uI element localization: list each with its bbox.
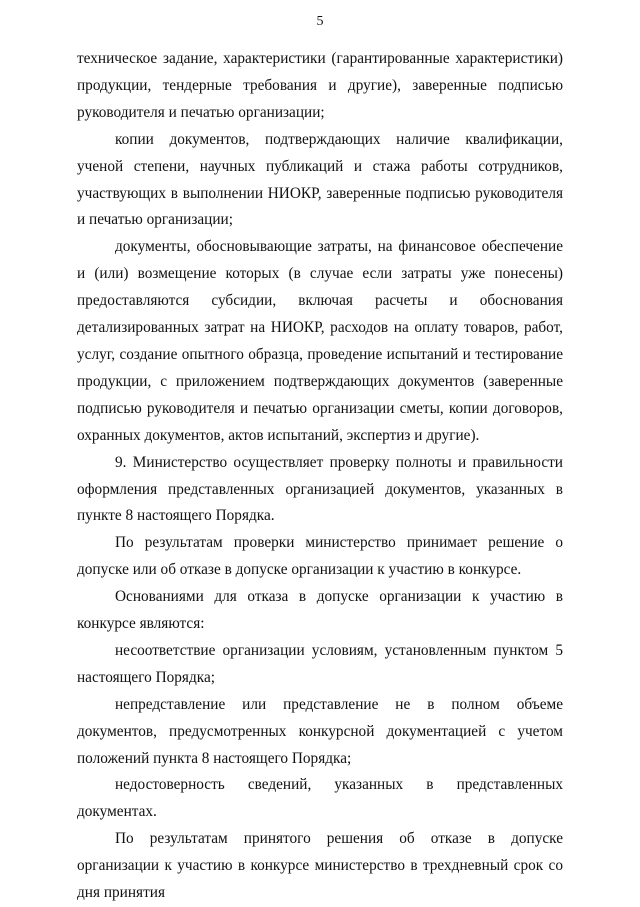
paragraph-continuation: техническое задание, характеристики (гарантированные характеристики) продукции, тендерные требования и другие), заверенные подписью руководителя и печатью организации; bbox=[77, 50, 563, 121]
paragraph-refusal-grounds: Основаниями для отказа в допуске организации к участию в конкурсе являются: bbox=[77, 588, 563, 633]
paragraph-cost-documents: документы, обосновывающие затраты, на финансовое обеспечение и (или) возмещение которых (в случае если затраты уже понесены) предоставляются субсидии, включая расчеты и обоснования детализированных затрат на НИОКР, расходов на оплату товаров, работ, услуг, создание опытного образца, проведение испытаний и тестирование продукции, с приложением подтверждающих документов (заверенные подписью руководителя и печатью организации сметы, копии договоров, охранных документов, актов испытаний, экспертиз и другие). bbox=[77, 238, 563, 444]
paragraph-ground-incomplete-documents: непредставление или представление не в полном объеме документов, предусмотренных конкурсной документацией с учетом положений пункта 8 настоящего Порядка; bbox=[77, 695, 563, 767]
paragraph-verification-result: По результатам проверки министерство принимает решение о допуске или об отказе в допуске организации к участию в конкурсе. bbox=[77, 534, 563, 579]
paragraph-item-9: 9. Министерство осуществляет проверку полноты и правильности оформления представленных организацией документов, указанных в пункте 8 настоящего Порядка. bbox=[77, 453, 563, 525]
paragraph-ground-nonconformity: несоответствие организации условиям, установленным пунктом 5 настоящего Порядка; bbox=[77, 641, 563, 686]
document-body bbox=[77, 46, 563, 907]
paragraph-qualification-copies: копии документов, подтверждающих наличие квалификации, ученой степени, научных публикаций и стажа работы сотрудников, участвующих в выполнении НИОКР, заверенные подписью руководителя и печатью организации; bbox=[77, 130, 563, 229]
page-number: 5 bbox=[316, 14, 324, 29]
paragraph-ground-false-information: недостоверность сведений, указанных в представленных документах. bbox=[77, 776, 563, 821]
paragraph-refusal-notification: По результатам принятого решения об отказе в допуске организации к участию в конкурсе министерство в трехдневный срок со дня принятия bbox=[77, 830, 563, 902]
